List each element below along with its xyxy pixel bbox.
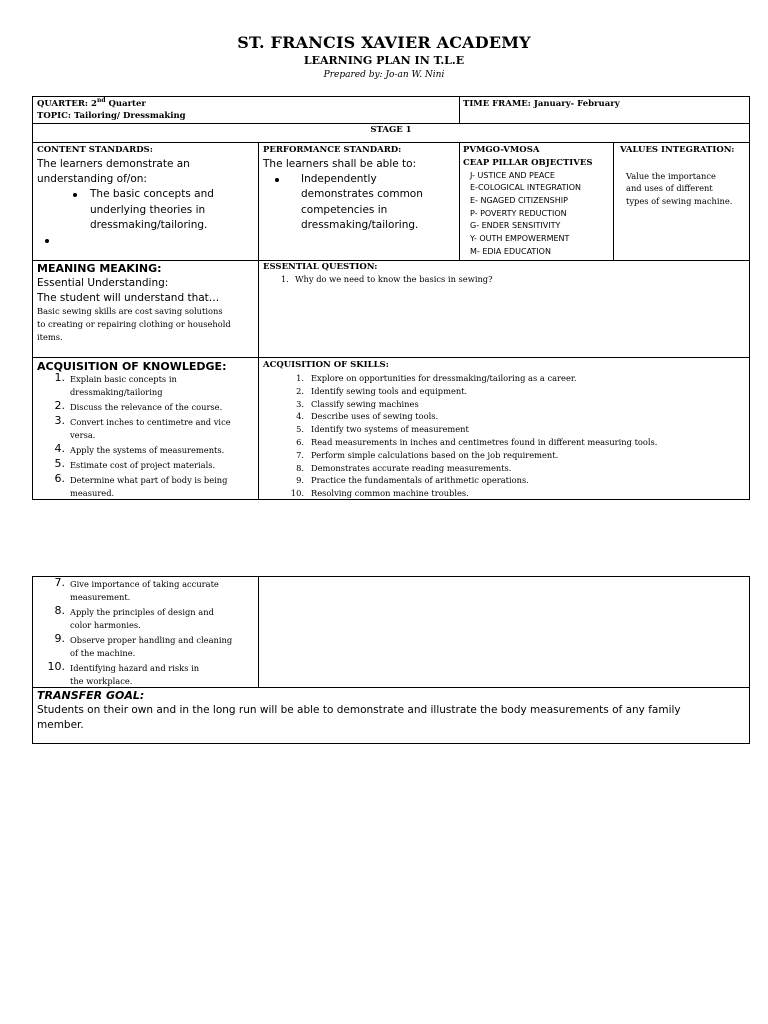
- list-item-text: Give importance of taking accurate: [70, 579, 219, 589]
- list-number: 4.: [54, 442, 65, 455]
- list-item-text: dressmaking/tailoring: [70, 387, 163, 397]
- ceap-item: Y- OUTH EMPOWERMENT: [470, 234, 570, 243]
- content-standards-bullet: underlying theories in: [90, 204, 206, 216]
- list-item-text: Apply the systems of measurements.: [70, 445, 225, 455]
- quarter-label: QUARTER: 2nd Quarter: [37, 97, 146, 109]
- list-item-text: Determine what part of body is being: [70, 475, 228, 485]
- content-standards-bullet: dressmaking/tailoring.: [90, 219, 208, 231]
- values-heading: VALUES INTEGRATION:: [620, 145, 735, 155]
- understanding-text: Basic sewing skills are cost saving solutions: [37, 306, 223, 316]
- list-item-text: Classify sewing machines: [311, 398, 419, 409]
- stage-label: STAGE 1: [370, 125, 412, 135]
- list-item-text: measurement.: [70, 592, 131, 602]
- performance-standard-bullet: competencies in: [301, 204, 388, 216]
- time-frame: TIME FRAME: January- February: [463, 99, 620, 109]
- list-number: 1.: [54, 371, 65, 384]
- divider: [459, 142, 460, 260]
- meaning-heading: MEANING MEAKING:: [37, 262, 162, 275]
- essential-question-heading: ESSENTIAL QUESTION:: [263, 262, 378, 272]
- list-item-text: Identify two systems of measurement: [311, 424, 469, 435]
- performance-standard-bullet: demonstrates common: [301, 188, 423, 200]
- list-item-text: Read measurements in inches and centimetres found in different measuring tools.: [311, 437, 658, 447]
- prepared-by: Prepared by: Jo-an W. Nini: [323, 70, 445, 80]
- ceap-heading: CEAP PILLAR OBJECTIVES: [463, 158, 593, 168]
- divider: [613, 142, 614, 260]
- list-item-text: measured.: [70, 488, 115, 498]
- performance-standard-bullet: Independently: [301, 173, 377, 185]
- list-number: 10.: [290, 488, 304, 499]
- list-item-text: Explain basic concepts in: [70, 374, 177, 384]
- list-item-text: the workplace.: [70, 676, 133, 686]
- essential-understanding-label: Essential Understanding:: [37, 277, 169, 289]
- list-number: 3.: [296, 398, 304, 409]
- transfer-goal-text: member.: [37, 719, 84, 731]
- content-standards-heading: CONTENT STANDARDS:: [37, 145, 153, 155]
- transfer-goal-heading: TRANSFER GOAL:: [37, 689, 145, 702]
- list-number: 9.: [296, 475, 304, 486]
- list-number: 1.: [296, 373, 304, 383]
- transfer-goal-text: Students on their own and in the long run will be able to demonstrate and illustrate the body measurements of any family: [37, 704, 681, 716]
- list-item-text: Describe uses of sewing tools.: [311, 411, 439, 422]
- list-item-text: Perform simple calculations based on the job requirement.: [311, 449, 559, 460]
- bullet-icon: [73, 193, 77, 197]
- performance-standard-bullet: dressmaking/tailoring.: [301, 219, 419, 231]
- list-item-text: Estimate cost of project materials.: [70, 460, 216, 470]
- ceap-item: P- POVERTY REDUCTION: [470, 209, 567, 218]
- list-item-text: Resolving common machine troubles.: [311, 488, 469, 499]
- list-item-text: Observe proper handling and cleaning: [70, 635, 233, 645]
- list-number: 7.: [54, 576, 65, 589]
- skills-heading: ACQUISITION OF SKILLS:: [263, 360, 389, 370]
- list-number: 5.: [296, 424, 304, 435]
- performance-standard-heading: PERFORMANCE STANDARD:: [263, 145, 402, 155]
- list-number: 6.: [296, 437, 304, 447]
- divider: [32, 357, 750, 358]
- list-number: 6.: [54, 472, 65, 485]
- list-number: 2.: [296, 385, 304, 396]
- ceap-item: E- NGAGED CITIZENSHIP: [470, 196, 568, 205]
- content-standards-bullet: The basic concepts and: [90, 188, 214, 200]
- divider: [258, 576, 259, 687]
- ceap-item: J- USTICE AND PEACE: [470, 171, 555, 180]
- list-item-text: versa.: [70, 430, 96, 440]
- understanding-intro: The student will understand that…: [37, 292, 220, 304]
- list-item-text: Practice the fundamentals of arithmetic operations.: [311, 475, 529, 486]
- divider: [258, 142, 259, 500]
- content-standards-text: The learners demonstrate an: [37, 158, 190, 170]
- values-text: Value the importance: [626, 171, 716, 181]
- list-item-text: Apply the principles of design and: [70, 607, 214, 617]
- list-item-text: Convert inches to centimetre and vice: [70, 417, 231, 427]
- list-number: 7.: [296, 449, 304, 460]
- plan-title: LEARNING PLAN IN T.L.E: [303, 54, 465, 67]
- list-item-text: Identify sewing tools and equipment.: [311, 385, 468, 396]
- list-number: 3.: [54, 414, 65, 427]
- essential-question-text: Why do we need to know the basics in sewing?: [295, 274, 493, 284]
- values-text: types of sewing machine.: [626, 196, 733, 206]
- values-text: and uses of different: [626, 183, 713, 193]
- table-border: [32, 576, 750, 744]
- list-number: 4.: [296, 411, 304, 422]
- ceap-item: G- ENDER SENSITIVITY: [470, 221, 561, 230]
- list-number: 8.: [54, 604, 65, 617]
- divider: [32, 142, 750, 143]
- list-number: 9.: [54, 632, 65, 645]
- ceap-item: E-COLOGICAL INTEGRATION: [470, 183, 582, 192]
- list-number: 2.: [54, 399, 65, 412]
- list-item-text: Explore on opportunities for dressmaking/tailoring as a career.: [311, 373, 577, 383]
- performance-standard-text: The learners shall be able to:: [263, 158, 417, 170]
- knowledge-heading: ACQUISITION OF KNOWLEDGE:: [37, 360, 227, 373]
- bullet-icon: [45, 239, 49, 243]
- question-number: 1.: [281, 274, 289, 284]
- divider: [459, 96, 460, 123]
- understanding-text: items.: [37, 332, 63, 342]
- topic-label: TOPIC: Tailoring/ Dressmaking: [37, 111, 186, 121]
- content-standards-text: understanding of/on:: [37, 173, 147, 185]
- list-number: 5.: [54, 457, 65, 470]
- understanding-text: to creating or repairing clothing or household: [37, 319, 231, 329]
- list-item-text: Identifying hazard and risks in: [70, 663, 200, 673]
- pvmgo-heading: PVMGO-VMOSA: [463, 145, 540, 155]
- list-item-text: color harmonies.: [70, 620, 141, 630]
- school-name: ST. FRANCIS XAVIER ACADEMY: [237, 33, 531, 52]
- list-number: 8.: [296, 462, 304, 473]
- list-item-text: of the machine.: [70, 648, 136, 658]
- bullet-icon: [275, 178, 279, 182]
- ceap-item: M- EDIA EDUCATION: [470, 247, 551, 256]
- list-item-text: Discuss the relevance of the course.: [70, 402, 223, 412]
- list-item-text: Demonstrates accurate reading measurements.: [311, 462, 512, 473]
- list-number: 10.: [47, 660, 65, 673]
